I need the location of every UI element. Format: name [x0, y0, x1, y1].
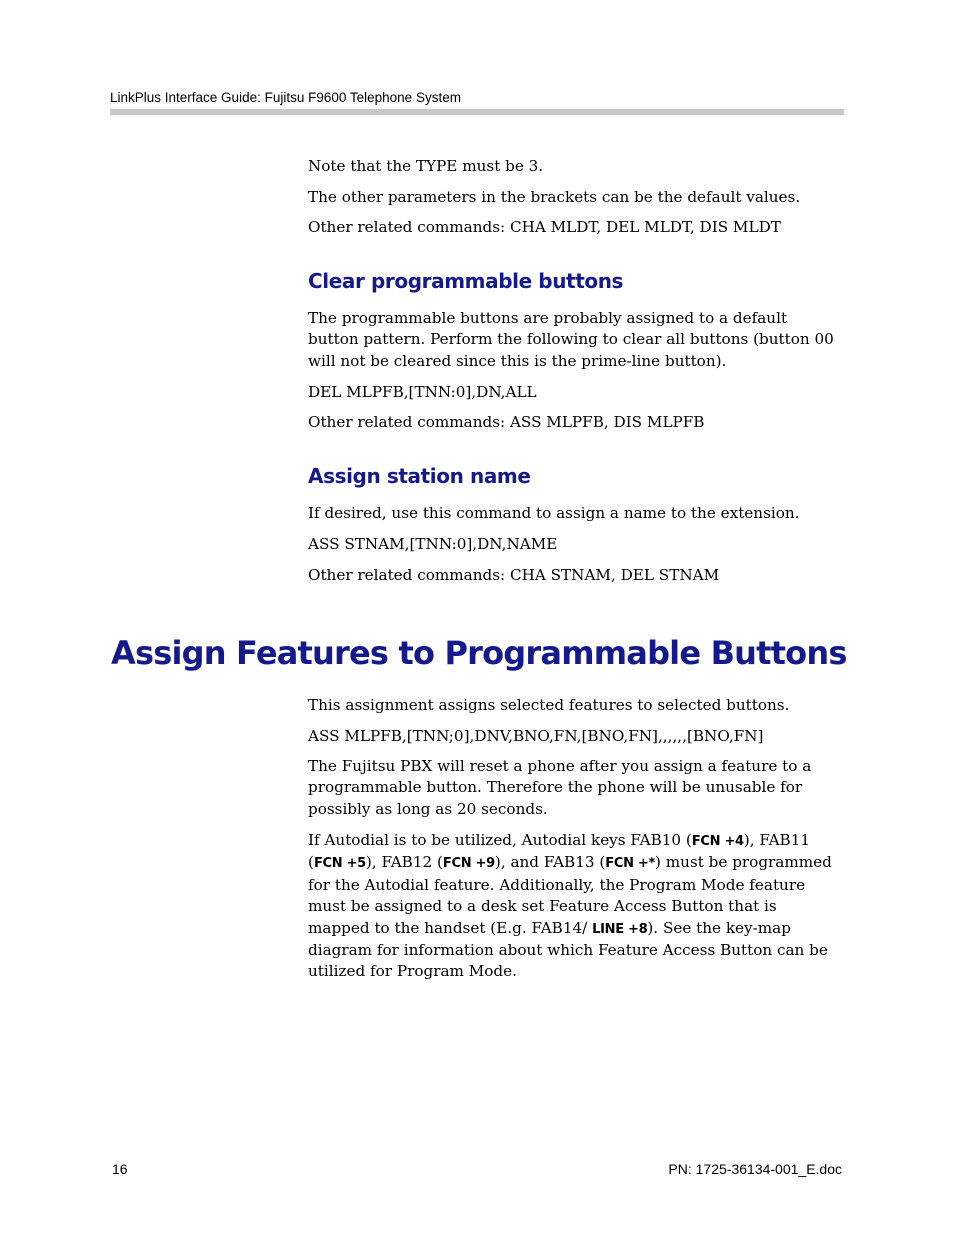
key-label-line-8: LINE +8 [592, 921, 648, 937]
header-rule [110, 109, 844, 115]
key-label-fcn-9: FCN +9 [442, 856, 495, 872]
paragraph-related-stnam: Other related commands: CHA STNAM, DEL STNAM [308, 566, 720, 584]
page-number: 16 [112, 1161, 128, 1177]
autodial-text: ) must be programmed for the Autodial feature. Additionally, the Program Mode feature must be assigned to a desk set Feature Access Button that is mapped to the handset (E.g. FAB14/ [308, 853, 832, 937]
autodial-text: ). See the key-map diagram for information about which Feature Access Button can be utilized for Program Mode. [308, 918, 828, 981]
paragraph-type-note: Note that the TYPE must be 3. [308, 157, 544, 175]
paragraph-clear-buttons: The programmable buttons are probably assigned to a default button pattern. Perform the following to clear all buttons (button 00 will not be cleared since this is the prime-line button). [308, 309, 834, 370]
paragraph-related-mldt: Other related commands: CHA MLDT, DEL MLDT, DIS MLDT [308, 218, 781, 236]
heading-assign-station-name: Assign station name [308, 464, 531, 488]
paragraph-related-mlpfb: Other related commands: ASS MLPFB, DIS MLPFB [308, 413, 705, 431]
autodial-text: ), and FAB13 ( [494, 853, 606, 872]
paragraph-pbx-reset: The Fujitsu PBX will reset a phone after you assign a feature to a programmable button. Therefore the phone will be unusable for possibly as long as 20 seconds. [308, 757, 812, 818]
paragraph-autodial [308, 830, 838, 983]
key-label-fcn-star: FCN +* [605, 856, 655, 872]
heading-clear-programmable-buttons: Clear programmable buttons [308, 269, 624, 293]
heading-assign-features: Assign Features to Programmable Buttons [111, 634, 847, 672]
autodial-text: If Autodial is to be utilized, Autodial keys FAB10 ( [308, 831, 692, 849]
command-ass-mlpfb: ASS MLPFB,[TNN;0],DNV,BNO,FN,[BNO,FN],,,,,,[BNO,FN] [308, 727, 764, 745]
paragraph-assignment-intro: This assignment assigns selected features to selected buttons. [308, 696, 790, 714]
running-header: LinkPlus Interface Guide: Fujitsu F9600 Telephone System [110, 90, 461, 105]
command-del-mlpfb: DEL MLPFB,[TNN:0],DN,ALL [308, 383, 537, 401]
paragraph-assign-name: If desired, use this command to assign a name to the extension. [308, 504, 800, 522]
key-label-fcn-4: FCN +4 [691, 834, 744, 849]
paragraph-default-values: The other parameters in the brackets can be the default values. [308, 188, 801, 206]
autodial-text: ), FAB11 ( [308, 831, 811, 872]
part-number: PN: 1725-36134-001_E.doc [668, 1161, 842, 1177]
command-ass-stnam: ASS STNAM,[TNN:0],DN,NAME [308, 535, 558, 553]
autodial-text: ), FAB12 ( [365, 853, 443, 872]
key-label-fcn-5: FCN +5 [313, 856, 366, 872]
